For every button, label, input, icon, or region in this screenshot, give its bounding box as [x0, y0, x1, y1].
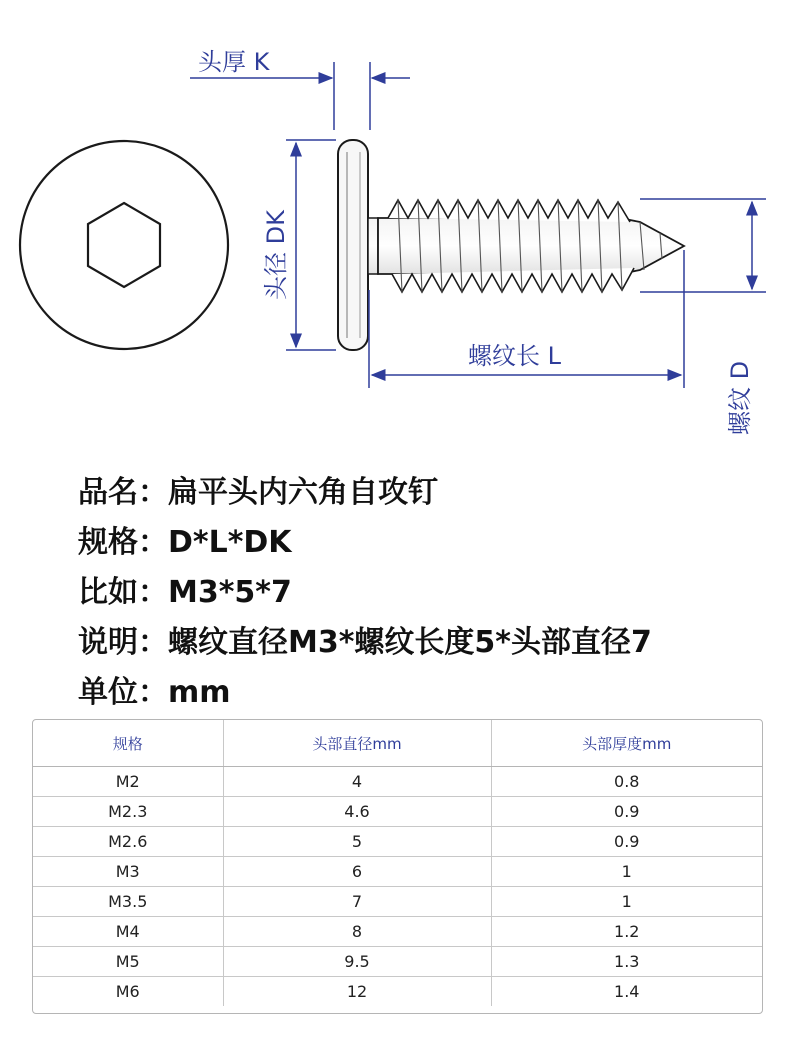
table-cell: 1 — [491, 857, 762, 887]
head-thickness-label: 头厚 K — [198, 48, 270, 76]
spec-description-line — [78, 618, 778, 668]
table-cell: 6 — [223, 857, 491, 887]
size-table — [32, 719, 763, 1014]
spec-key: 说明： — [78, 625, 168, 660]
thread-diameter-label: 螺纹 D — [726, 360, 754, 435]
column-header-head-thickness: 头部厚度mm — [491, 720, 762, 767]
table-cell: M5 — [33, 947, 223, 977]
thread-length-label: 螺纹长 L — [468, 342, 561, 370]
spec-value: 扁平头内六角自攻钉 — [168, 475, 438, 510]
table-header-row — [33, 720, 762, 767]
table-cell: 9.5 — [223, 947, 491, 977]
dimension-head-thickness — [190, 48, 410, 130]
spec-value: 螺纹直径M3*螺纹长度5*头部直径7 — [168, 625, 652, 660]
table-cell: M2.6 — [33, 827, 223, 857]
table-row — [33, 947, 762, 977]
table-cell: 5 — [223, 827, 491, 857]
head-diameter-label: 头径 DK — [262, 210, 290, 300]
dimension-head-diameter — [262, 140, 336, 350]
table-cell: 1.3 — [491, 947, 762, 977]
table-cell: 0.9 — [491, 827, 762, 857]
spec-value: D*L*DK — [168, 525, 292, 560]
spec-value: M3*5*7 — [168, 575, 292, 610]
table-cell: 7 — [223, 887, 491, 917]
table-row — [33, 767, 762, 797]
spec-example-line — [78, 568, 778, 618]
table-cell: 0.9 — [491, 797, 762, 827]
table-cell: 12 — [223, 977, 491, 1007]
table-cell: M2 — [33, 767, 223, 797]
spec-key: 品名： — [78, 475, 168, 510]
spec-name-line — [78, 468, 778, 518]
screw-side-view — [338, 140, 684, 350]
head-top-view — [20, 141, 228, 349]
spec-key: 比如： — [78, 575, 168, 610]
screw-dimension-drawing — [0, 0, 790, 450]
column-header-spec: 规格 — [33, 720, 223, 767]
table-cell: 4 — [223, 767, 491, 797]
spec-key: 单位： — [78, 675, 168, 710]
table-cell: M6 — [33, 977, 223, 1007]
table-cell: M2.3 — [33, 797, 223, 827]
table-cell: M3.5 — [33, 887, 223, 917]
table-cell: M3 — [33, 857, 223, 887]
table-cell: M4 — [33, 917, 223, 947]
table-row — [33, 857, 762, 887]
table-cell: 8 — [223, 917, 491, 947]
table-cell: 1.2 — [491, 917, 762, 947]
column-header-head-diameter: 头部直径mm — [223, 720, 491, 767]
spec-key: 规格： — [78, 525, 168, 560]
table-cell: 1 — [491, 887, 762, 917]
spec-unit-line — [78, 668, 778, 718]
table-cell: 1.4 — [614, 982, 640, 1001]
spec-value: mm — [168, 675, 231, 710]
table-row — [33, 917, 762, 947]
table-cell: 4.6 — [223, 797, 491, 827]
table-row — [33, 887, 762, 917]
table-row — [33, 977, 762, 1007]
table-cell: 0.8 — [491, 767, 762, 797]
table-row — [33, 797, 762, 827]
spec-list — [78, 468, 778, 718]
spec-format-line — [78, 518, 778, 568]
table-row — [33, 827, 762, 857]
